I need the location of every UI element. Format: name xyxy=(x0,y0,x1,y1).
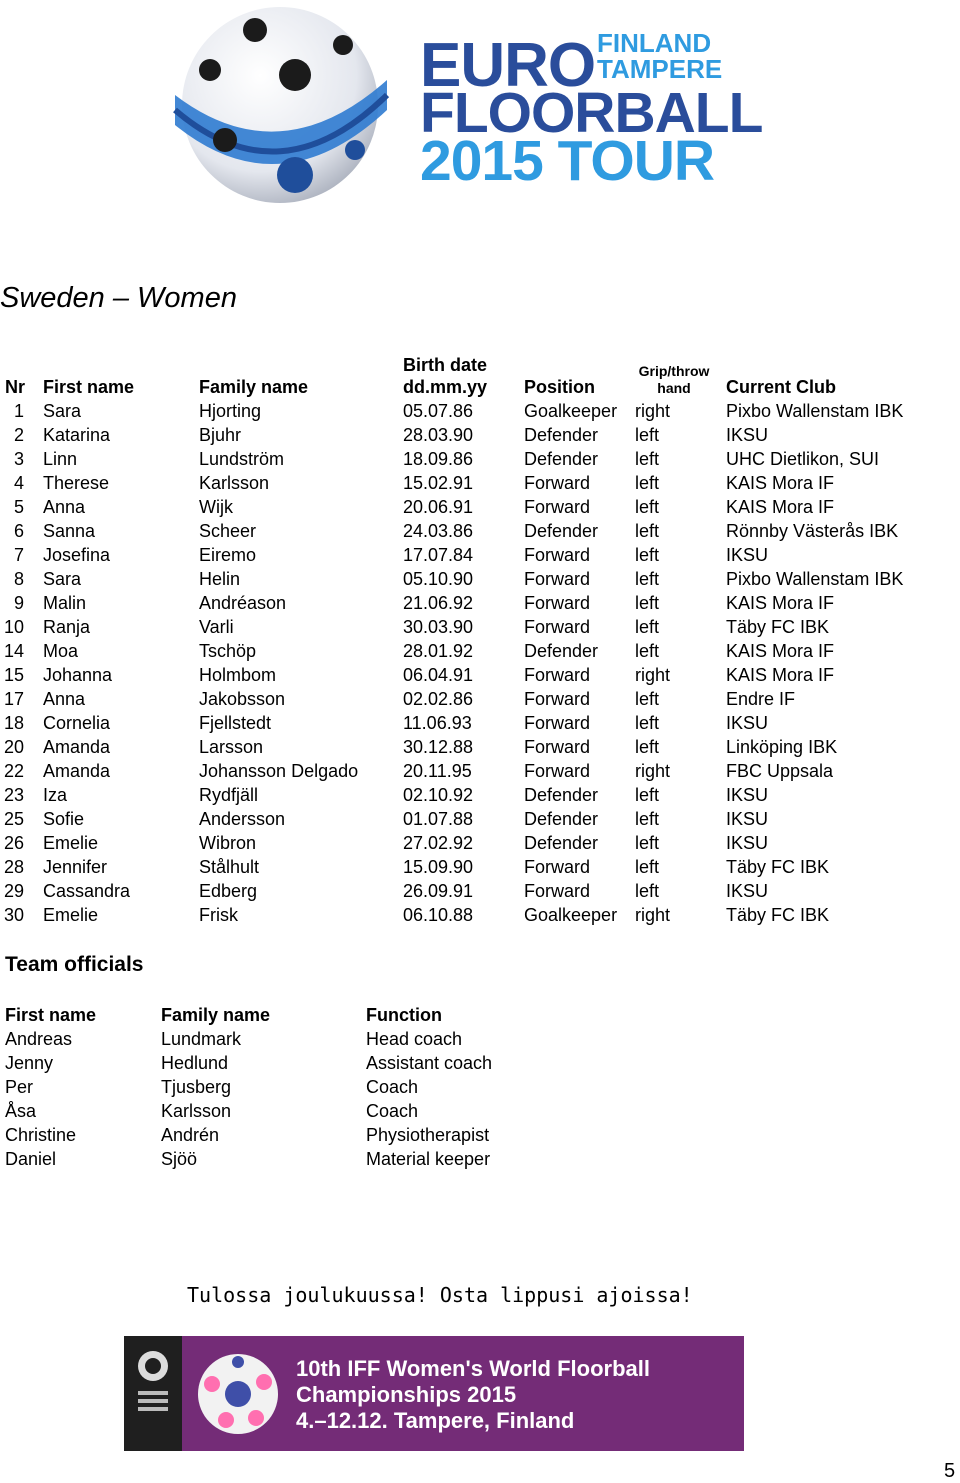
cell-club: Endre IF xyxy=(726,689,796,709)
cell-position: Goalkeeper xyxy=(524,401,618,421)
cell-first-name: Åsa xyxy=(5,1101,37,1121)
header-grip-throw-hand xyxy=(632,363,716,397)
cell-family-name: Tschöp xyxy=(199,641,257,661)
cell-family-name: Holmbom xyxy=(199,665,277,685)
cell-family-name: Hedlund xyxy=(161,1053,229,1073)
cell-first-name: Emelie xyxy=(43,905,99,925)
table-row xyxy=(0,881,960,905)
cell-birth-date: 02.10.92 xyxy=(403,785,474,805)
cell-nr: 3 xyxy=(13,449,24,469)
table-row xyxy=(0,497,960,521)
cell-birth-date: 24.03.86 xyxy=(403,521,474,541)
officials-header-first-name: First name xyxy=(5,1005,97,1025)
cell-club: IKSU xyxy=(726,713,769,733)
cell-birth-date: 05.10.90 xyxy=(403,569,474,589)
officials-header-function: Function xyxy=(366,1005,442,1025)
cell-family-name: Wibron xyxy=(199,833,257,853)
cell-family-name: Andrén xyxy=(161,1125,220,1145)
cell-nr: 7 xyxy=(13,545,24,565)
table-row xyxy=(0,1053,600,1077)
cell-nr: 6 xyxy=(13,521,24,541)
cell-birth-date: 20.11.95 xyxy=(403,761,472,781)
cell-family-name: Stålhult xyxy=(199,857,260,877)
table-row xyxy=(0,617,960,641)
cell-position: Forward xyxy=(524,617,591,637)
cell-first-name: Therese xyxy=(43,473,110,493)
cell-family-name: Hjorting xyxy=(199,401,262,421)
header-current-club: Current Club xyxy=(726,377,836,397)
cell-club: KAIS Mora IF xyxy=(726,641,835,661)
cell-nr: 25 xyxy=(3,809,24,829)
cell-nr: 20 xyxy=(3,737,24,757)
officials-header xyxy=(0,1005,600,1029)
cell-birth-date: 28.03.90 xyxy=(403,425,474,445)
cell-nr: 2 xyxy=(13,425,24,445)
table-row xyxy=(0,641,960,665)
cell-family-name: Scheer xyxy=(199,521,257,541)
cell-grip: left xyxy=(635,737,660,757)
cell-club: Täby FC IBK xyxy=(726,905,830,925)
cell-birth-date: 27.02.92 xyxy=(403,833,474,853)
table-row xyxy=(0,689,960,713)
cell-first-name: Anna xyxy=(43,689,86,709)
table-row xyxy=(0,761,960,785)
cell-family-name: Eiremo xyxy=(199,545,257,565)
cell-first-name: Sara xyxy=(43,569,82,589)
cell-family-name: Lundström xyxy=(199,449,285,469)
cell-first-name: Cornelia xyxy=(43,713,111,733)
cell-first-name: Malin xyxy=(43,593,87,613)
cell-birth-date: 30.12.88 xyxy=(403,737,474,757)
cell-club: IKSU xyxy=(726,545,769,565)
cell-birth-date: 06.10.88 xyxy=(403,905,474,925)
cell-position: Goalkeeper xyxy=(524,905,618,925)
logo-text-tampere: TAMPERE xyxy=(597,54,723,84)
cell-first-name: Josefina xyxy=(43,545,111,565)
cell-nr: 14 xyxy=(3,641,24,661)
cell-grip: left xyxy=(635,593,660,613)
cell-nr: 29 xyxy=(3,881,24,901)
cell-nr: 9 xyxy=(13,593,24,613)
table-row xyxy=(0,569,960,593)
logo-text-2015-tour: 2015 TOUR xyxy=(420,129,715,193)
cell-position: Forward xyxy=(524,737,591,757)
cell-first-name: Iza xyxy=(43,785,68,805)
cell-first-name: Christine xyxy=(5,1125,77,1145)
cell-grip: left xyxy=(635,545,660,565)
cell-function: Coach xyxy=(366,1101,419,1121)
cell-grip: left xyxy=(635,857,660,877)
cell-nr: 26 xyxy=(3,833,24,853)
cell-grip: left xyxy=(635,881,660,901)
cell-grip: right xyxy=(635,761,671,781)
table-row xyxy=(0,425,960,449)
cell-nr: 18 xyxy=(3,713,24,733)
cell-family-name: Jakobsson xyxy=(199,689,286,709)
cell-function: Physiotherapist xyxy=(366,1125,490,1145)
cell-family-name: Rydfjäll xyxy=(199,785,259,805)
cell-club: IKSU xyxy=(726,425,769,445)
cell-nr: 5 xyxy=(13,497,24,517)
cell-club: Pixbo Wallenstam IBK xyxy=(726,569,904,589)
table-row xyxy=(0,905,960,929)
cell-position: Forward xyxy=(524,569,591,589)
cell-position: Defender xyxy=(524,785,599,805)
cell-grip: left xyxy=(635,473,660,493)
table-row xyxy=(0,785,960,809)
cell-family-name: Andersson xyxy=(199,809,286,829)
cell-function: Coach xyxy=(366,1077,419,1097)
cell-club: UHC Dietlikon, SUI xyxy=(726,449,880,469)
cell-family-name: Fjellstedt xyxy=(199,713,272,733)
cell-family-name: Bjuhr xyxy=(199,425,242,445)
cell-birth-date: 15.02.91 xyxy=(403,473,474,493)
table-row xyxy=(0,1101,600,1125)
cell-family-name: Larsson xyxy=(199,737,264,757)
header-grip-line2: hand xyxy=(657,380,691,396)
cell-function: Head coach xyxy=(366,1029,463,1049)
cell-grip: right xyxy=(635,401,671,421)
cell-family-name: Sjöö xyxy=(161,1149,198,1169)
cell-birth-date: 28.01.92 xyxy=(403,641,474,661)
officials-heading: Team officials xyxy=(5,953,144,976)
cell-nr: 8 xyxy=(13,569,24,589)
cell-grip: left xyxy=(635,497,660,517)
cell-club: Pixbo Wallenstam IBK xyxy=(726,401,904,421)
floorball-ball-icon xyxy=(192,1350,284,1438)
cell-club: FBC Uppsala xyxy=(726,761,834,781)
cell-first-name: Emelie xyxy=(43,833,99,853)
cell-nr: 10 xyxy=(3,617,24,637)
iff-emblem-icon xyxy=(124,1336,182,1451)
cell-grip: left xyxy=(635,449,660,469)
cell-grip: left xyxy=(635,641,660,661)
cell-family-name: Tjusberg xyxy=(161,1077,232,1097)
cell-position: Forward xyxy=(524,689,591,709)
cell-club: Täby FC IBK xyxy=(726,857,830,877)
cell-birth-date: 17.07.84 xyxy=(403,545,474,565)
cell-nr: 4 xyxy=(13,473,24,493)
logo-text-finland: FINLAND xyxy=(597,28,712,58)
cell-family-name: Edberg xyxy=(199,881,258,901)
cell-family-name: Karlsson xyxy=(161,1101,232,1121)
cell-birth-date: 26.09.91 xyxy=(403,881,474,901)
cell-function: Assistant coach xyxy=(366,1053,493,1073)
championships-banner[interactable] xyxy=(124,1336,744,1451)
cell-club: Rönnby Västerås IBK xyxy=(726,521,899,541)
cell-position: Defender xyxy=(524,521,599,541)
table-row xyxy=(0,545,960,569)
euro-floorball-tour-logo xyxy=(165,0,763,215)
cell-position: Defender xyxy=(524,833,599,853)
cell-family-name: Lundmark xyxy=(161,1029,242,1049)
table-row xyxy=(0,449,960,473)
cell-first-name: Jennifer xyxy=(43,857,108,877)
logo-text-finland-tampere xyxy=(597,30,722,82)
cell-position: Forward xyxy=(524,593,591,613)
table-row xyxy=(0,737,960,761)
cell-first-name: Ranja xyxy=(43,617,91,637)
banner-title-line1: 10th IFF Women's World Floorball xyxy=(296,1356,650,1381)
cell-club: KAIS Mora IF xyxy=(726,497,835,517)
cell-first-name: Sanna xyxy=(43,521,96,541)
cell-family-name: Johansson Delgado xyxy=(199,761,359,781)
cell-grip: left xyxy=(635,425,660,445)
cell-position: Defender xyxy=(524,809,599,829)
cell-position: Defender xyxy=(524,425,599,445)
cell-grip: right xyxy=(635,665,671,685)
cell-nr: 17 xyxy=(3,689,24,709)
cell-family-name: Helin xyxy=(199,569,241,589)
logo-text-euro: EURO xyxy=(420,31,596,100)
cell-position: Defender xyxy=(524,641,599,661)
cell-first-name: Anna xyxy=(43,497,86,517)
cell-position: Forward xyxy=(524,761,591,781)
floorball-icon xyxy=(165,0,395,215)
page-title: Sweden – Women xyxy=(0,282,237,314)
cell-first-name: Cassandra xyxy=(43,881,131,901)
cell-first-name: Daniel xyxy=(5,1149,57,1169)
cell-club: KAIS Mora IF xyxy=(726,473,835,493)
cell-birth-date: 01.07.88 xyxy=(403,809,474,829)
cell-grip: left xyxy=(635,521,660,541)
cell-family-name: Wijk xyxy=(199,497,233,517)
cell-first-name: Per xyxy=(5,1077,34,1097)
table-row xyxy=(0,521,960,545)
cell-birth-date: 15.09.90 xyxy=(403,857,474,877)
cell-nr: 30 xyxy=(3,905,24,925)
cell-first-name: Linn xyxy=(43,449,78,469)
table-row xyxy=(0,809,960,833)
cell-birth-date: 05.07.86 xyxy=(403,401,474,421)
cell-club: KAIS Mora IF xyxy=(726,593,835,613)
table-row xyxy=(0,857,960,881)
cell-birth-date: 30.03.90 xyxy=(403,617,474,637)
cell-grip: left xyxy=(635,785,660,805)
cell-family-name: Karlsson xyxy=(199,473,270,493)
cell-first-name: Jenny xyxy=(5,1053,54,1073)
cell-nr: 23 xyxy=(3,785,24,805)
header-grip-line1: Grip/throw xyxy=(638,363,710,379)
cell-club: IKSU xyxy=(726,881,769,901)
cell-grip: right xyxy=(635,905,671,925)
cell-grip: left xyxy=(635,833,660,853)
promo-text: Tulossa joulukuussa! Osta lippusi ajoissa! xyxy=(187,1283,693,1307)
cell-first-name: Amanda xyxy=(43,761,111,781)
cell-family-name: Frisk xyxy=(199,905,238,925)
cell-club: IKSU xyxy=(726,785,769,805)
cell-birth-date: 20.06.91 xyxy=(403,497,474,517)
header-family-name: Family name xyxy=(199,377,309,397)
cell-first-name: Moa xyxy=(43,641,79,661)
cell-birth-date: 11.06.93 xyxy=(403,713,472,733)
cell-grip: left xyxy=(635,809,660,829)
banner-dates: 4.–12.12. Tampere, Finland xyxy=(296,1408,575,1433)
table-row xyxy=(0,665,960,689)
cell-grip: left xyxy=(635,617,660,637)
cell-function: Material keeper xyxy=(366,1149,491,1169)
logo-text-floorball: FLOORBALL xyxy=(420,81,763,145)
cell-first-name: Sofie xyxy=(43,809,85,829)
cell-family-name: Andréason xyxy=(199,593,287,613)
cell-grip: left xyxy=(635,713,660,733)
cell-position: Defender xyxy=(524,449,599,469)
cell-position: Forward xyxy=(524,713,591,733)
table-row xyxy=(0,1149,600,1173)
table-row xyxy=(0,1077,600,1101)
cell-club: KAIS Mora IF xyxy=(726,665,835,685)
table-row xyxy=(0,401,960,425)
cell-position: Forward xyxy=(524,857,591,877)
cell-nr: 1 xyxy=(13,401,24,421)
cell-club: Linköping IBK xyxy=(726,737,838,757)
banner-title-line2: Championships 2015 xyxy=(296,1382,517,1407)
cell-first-name: Johanna xyxy=(43,665,113,685)
banner-side-panel xyxy=(124,1336,182,1451)
cell-position: Forward xyxy=(524,497,591,517)
table-row xyxy=(0,713,960,737)
header-first-name: First name xyxy=(43,377,135,397)
cell-grip: left xyxy=(635,569,660,589)
table-row xyxy=(0,1029,600,1053)
header-birth-date: Birth date xyxy=(403,355,488,375)
table-row xyxy=(0,833,960,857)
cell-birth-date: 06.04.91 xyxy=(403,665,474,685)
cell-nr: 15 xyxy=(3,665,24,685)
cell-family-name: Varli xyxy=(199,617,234,637)
cell-position: Forward xyxy=(524,881,591,901)
cell-first-name: Andreas xyxy=(5,1029,73,1049)
header-birth-format: dd.mm.yy xyxy=(403,377,488,397)
cell-club: Täby FC IBK xyxy=(726,617,830,637)
page-number: 5 xyxy=(944,1460,956,1482)
officials-header-family-name: Family name xyxy=(161,1005,271,1025)
cell-position: Forward xyxy=(524,473,591,493)
table-row xyxy=(0,593,960,617)
header-position: Position xyxy=(524,377,595,397)
cell-nr: 22 xyxy=(3,761,24,781)
cell-club: IKSU xyxy=(726,809,769,829)
cell-club: IKSU xyxy=(726,833,769,853)
cell-position: Forward xyxy=(524,665,591,685)
cell-birth-date: 18.09.86 xyxy=(403,449,474,469)
cell-nr: 28 xyxy=(3,857,24,877)
cell-grip: left xyxy=(635,689,660,709)
cell-birth-date: 21.06.92 xyxy=(403,593,474,613)
table-row xyxy=(0,1125,600,1149)
cell-first-name: Amanda xyxy=(43,737,111,757)
header-nr: Nr xyxy=(5,377,26,397)
cell-first-name: Sara xyxy=(43,401,82,421)
cell-first-name: Katarina xyxy=(43,425,111,445)
table-row xyxy=(0,473,960,497)
cell-birth-date: 02.02.86 xyxy=(403,689,474,709)
cell-position: Forward xyxy=(524,545,591,565)
